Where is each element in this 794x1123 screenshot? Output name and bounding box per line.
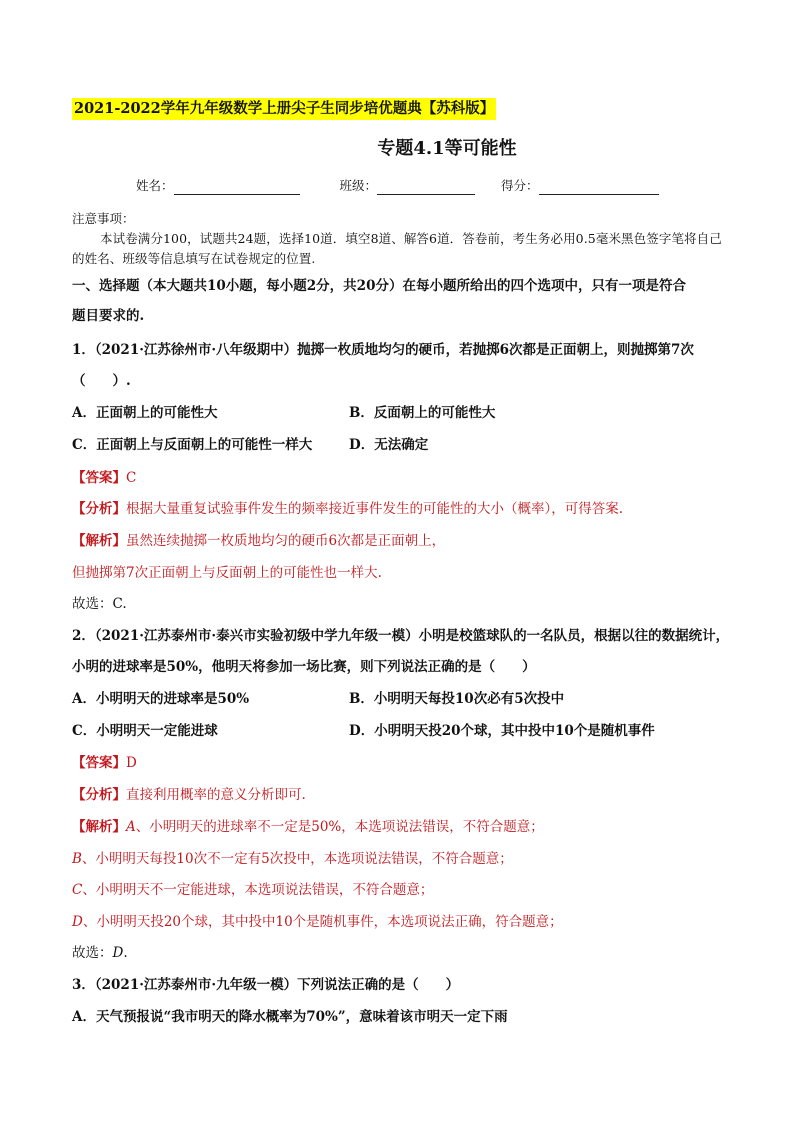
q1-analysis-text: 根据大量重复试验事件发生的频率接近事件发生的可能性的大小（概率），可得答案.	[126, 501, 624, 517]
q2-analysis-text: 直接利用概率的意义分析即可.	[126, 787, 306, 803]
q3-stem-line1: 3．（2021·江苏泰州市·九年级一模）下列说法正确的是（ ）	[72, 977, 460, 993]
name-underline[interactable]	[174, 181, 300, 195]
q2-solution-b-text: 、小明明天每投10次不一定有5次投中，本选项说法错误，不符合题意；	[81, 851, 513, 867]
series-banner: 2021-2022学年九年级数学上册尖子生同步培优题典【苏科版】	[72, 98, 496, 120]
q2-solution-line-b	[72, 849, 732, 869]
q2-solution-a-text: 、小明明天的进球率不一定是50%，本选项说法错误，不符合题意；	[135, 819, 544, 835]
q2-choose-suffix: .	[123, 945, 128, 961]
q2-solution-d-letter: D	[72, 914, 83, 930]
q1-stem-line2: （ ）.	[72, 373, 131, 389]
q1-option-b: B．反面朝上的可能性大	[349, 405, 496, 421]
q2-stem-line2: 小明的进球率是50%，他明天将参加一场比赛，则下列说法正确的是（ ）	[72, 659, 536, 675]
q2-option-d: D．小明明天投20个球，其中投中10个是随机事件	[349, 723, 655, 739]
q1-analysis-tag: 【分析】	[72, 501, 126, 517]
class-label: 班级：	[339, 178, 378, 193]
notes-body: 本试卷满分100，试题共24题，选择10道．填空8道、解答6道．答卷前，考生务必用0.5毫米黑色签字笔将自己的姓名、班级等信息填写在试卷规定的位置.	[72, 231, 722, 266]
class-underline[interactable]	[377, 181, 475, 195]
q2-solution-line-c	[72, 880, 732, 900]
q2-option-b: B．小明明天每投10次必有5次投中	[349, 691, 565, 707]
student-info-fields	[136, 177, 659, 195]
q2-analysis-line	[72, 785, 732, 805]
q1-answer-tag: 【答案】	[72, 470, 126, 486]
q2-choose-prefix: 故选：	[72, 945, 113, 961]
q2-solution-c-letter: C	[72, 882, 83, 898]
q2-solution-b-letter: B	[72, 851, 82, 867]
q2-choose-letter: D	[112, 945, 124, 961]
class-field[interactable]	[340, 177, 476, 195]
q3-option-a: A．天气预报说“我市明天的降水概率为70%”，意味着该市明天一定下雨	[72, 1009, 508, 1025]
q2-solution-line-a	[72, 817, 732, 837]
q2-solution-a-letter: A	[126, 819, 136, 835]
score-field[interactable]	[501, 177, 659, 195]
score-underline[interactable]	[539, 181, 659, 195]
q2-stem-line1: 2．（2021·江苏泰州市·泰兴市实验初级中学九年级一模）小明是校篮球队的一名队员，根据以往的数据统计，	[72, 628, 730, 644]
section-heading-line1: 一、选择题（本大题共10小题，每小题2分，共20分）在每小题所给出的四个选项中，只有一项是符合	[72, 278, 686, 294]
q2-option-a: A．小明明天的进球率是50%	[72, 691, 250, 707]
q2-solution-tag: 【解析】	[72, 819, 126, 835]
q1-analysis-line	[72, 499, 732, 519]
notes-block	[72, 209, 732, 269]
q2-analysis-tag: 【分析】	[72, 787, 126, 803]
q2-answer-value: D	[126, 755, 137, 771]
q1-stem-line1: 1．（2021·江苏徐州市·八年级期中）抛掷一枚质地均匀的硬币，若抛掷6次都是正面朝上，则抛掷第7次	[72, 342, 694, 358]
q2-solution-line-d	[72, 912, 732, 932]
q1-choose-line: 故选：C.	[72, 596, 127, 612]
q1-solution-tag: 【解析】	[72, 533, 126, 549]
q2-answer-tag: 【答案】	[72, 755, 126, 771]
q1-solution-line1	[72, 531, 732, 551]
section-heading-line2: 题目要求的.	[72, 308, 145, 324]
q2-solution-d-text: 、小明明天投20个球，其中投中10个是随机事件，本选项说法正确，符合题意；	[82, 914, 563, 930]
name-label: 姓名：	[136, 178, 174, 193]
score-label: 得分：	[501, 178, 539, 193]
q2-solution-c-text: 、小明明天不一定能进球，本选项说法错误，不符合题意；	[82, 882, 434, 898]
q2-option-c: C．小明明天一定能进球	[72, 723, 218, 739]
notes-heading: 注意事项：	[72, 211, 135, 226]
q1-solution-line2: 但抛掷第7次正面朝上与反面朝上的可能性也一样大.	[72, 565, 382, 581]
page-title: 专题4.1等可能性	[377, 138, 517, 159]
q2-answer-line	[72, 753, 732, 773]
q2-choose-line	[72, 943, 732, 963]
q1-option-c: C．正面朝上与反面朝上的可能性一样大	[72, 437, 313, 453]
name-field[interactable]	[136, 177, 300, 195]
q1-option-d: D．无法确定	[349, 437, 429, 453]
q1-answer-value: C	[126, 470, 137, 486]
q1-answer-line	[72, 468, 732, 488]
q1-solution-text1: 虽然连续抛掷一枚质地均匀的硬币6次都是正面朝上，	[126, 533, 446, 549]
q1-option-a: A．正面朝上的可能性大	[72, 405, 218, 421]
